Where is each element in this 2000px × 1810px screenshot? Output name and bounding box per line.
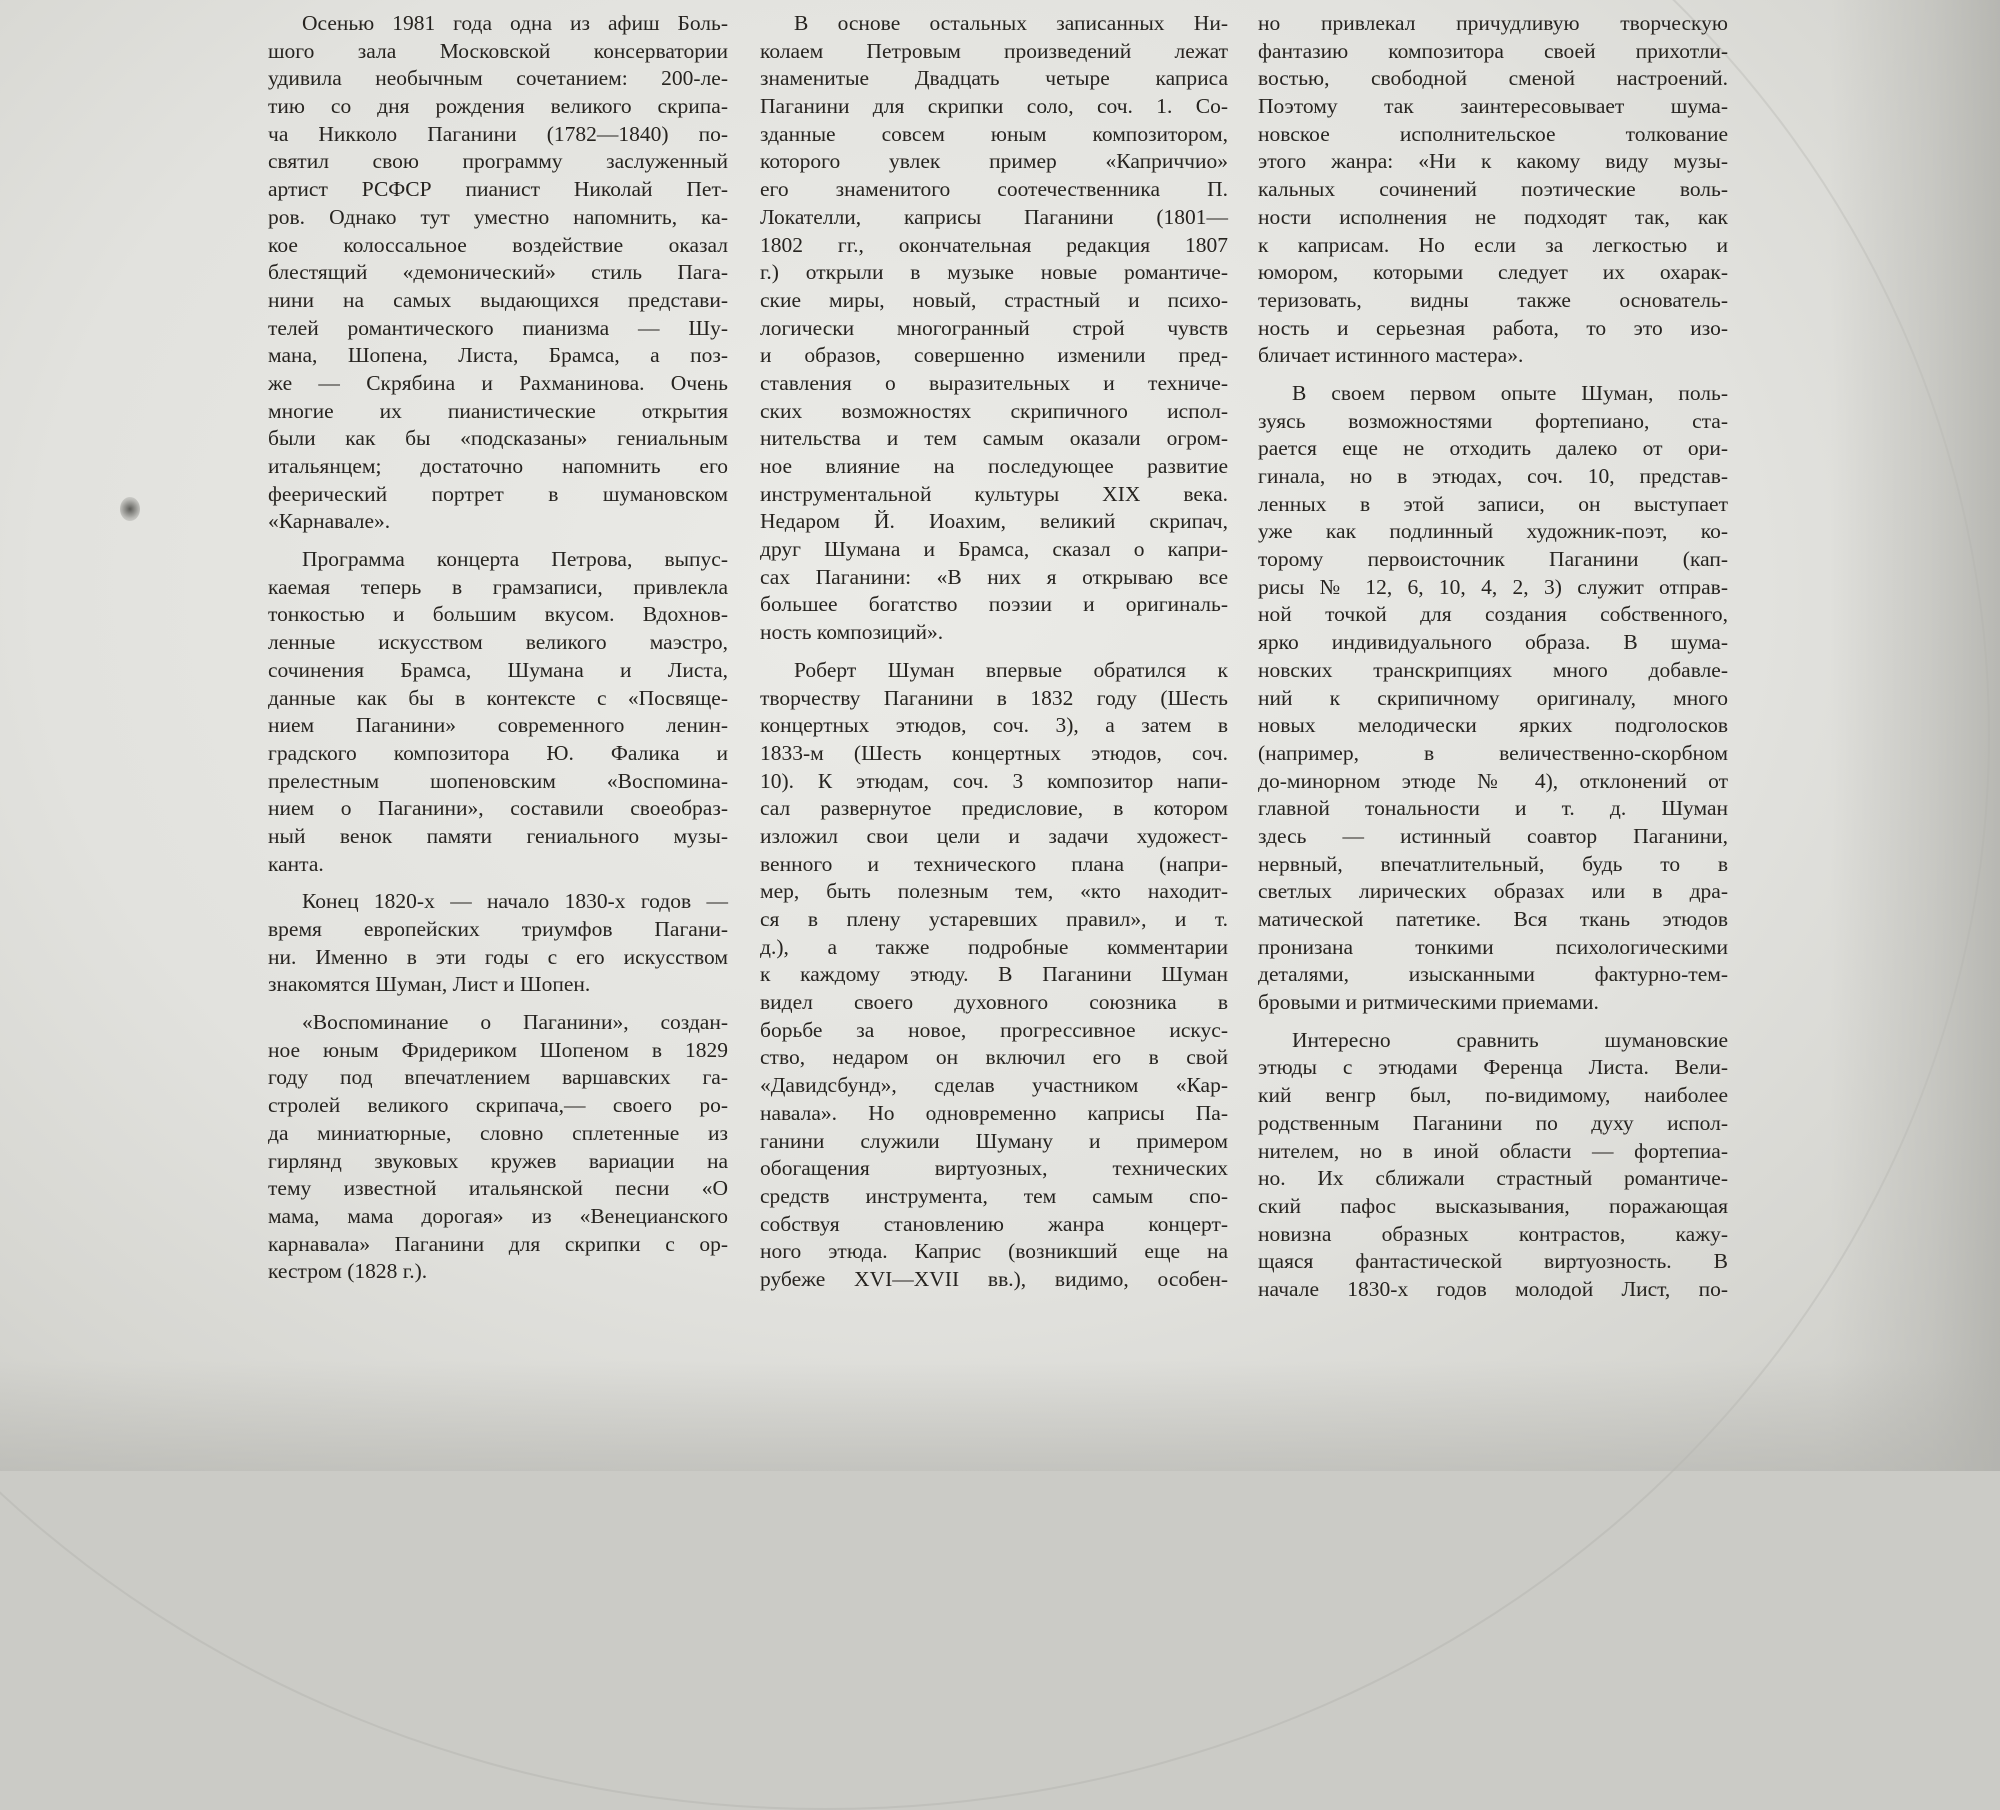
text-line: уже как подлинный художник-поэт, ко- xyxy=(1258,519,1728,544)
text-line: ров. Однако тут уместно напомнить, ка- xyxy=(268,204,728,229)
text-line: стролей великого скрипача,— своего ро- xyxy=(268,1093,728,1118)
text-line: колаем Петровым произведений лежат xyxy=(760,38,1228,63)
paragraph xyxy=(268,546,728,878)
text-column-3 xyxy=(1258,10,1728,1304)
text-line: «Давидсбунд», сделав участником «Кар- xyxy=(760,1073,1228,1098)
text-line: Недаром Й. Иоахим, великий скрипач, xyxy=(760,509,1228,534)
text-line: знаменитые Двадцать четыре каприса xyxy=(760,66,1228,91)
text-line: новизна образных контрастов, кажу- xyxy=(1258,1221,1728,1246)
text-line: логически многогранный строй чувств xyxy=(760,315,1228,340)
text-line: нини на самых выдающихся представи- xyxy=(268,287,728,312)
text-line: ство, недаром он включил его в свой xyxy=(760,1045,1228,1070)
text-line: Конец 1820-х — начало 1830-х годов — xyxy=(302,889,728,914)
text-line: тему известной итальянской песни «О xyxy=(268,1176,728,1201)
text-line: светлых лирических образах или в дра- xyxy=(1258,879,1728,904)
text-line: сах Паганини: «В них я открываю все xyxy=(760,564,1228,589)
text-line: Паганини для скрипки соло, соч. 1. Со- xyxy=(760,94,1228,119)
text-line: нителем, но в иной области — фортепиа- xyxy=(1258,1138,1728,1163)
text-line: инструментальной культуры XIX века. xyxy=(760,481,1228,506)
text-line: фантазию композитора своей прихотли- xyxy=(1258,38,1728,63)
text-line: тонкостью и большим вкусом. Вдохнов- xyxy=(268,602,728,627)
text-line: каемая теперь в грамзаписи, привлекла xyxy=(268,574,728,599)
text-line: г.) открыли в музыке новые романтиче- xyxy=(760,260,1228,285)
text-line: этюды с этюдами Ференца Листа. Вели- xyxy=(1258,1055,1728,1080)
text-line: В своем первом опыте Шуман, поль- xyxy=(1292,380,1728,405)
paragraph-gap xyxy=(268,878,728,888)
text-line: артист РСФСР пианист Николай Пет- xyxy=(268,177,728,202)
text-line: тию со дня рождения великого скрипа- xyxy=(268,94,728,119)
text-line: ленные искусством великого маэстро, xyxy=(268,630,728,655)
text-line: ленных в этой записи, он выступает xyxy=(1258,491,1728,516)
text-line: ности исполнения не подходят так, как xyxy=(1258,204,1728,229)
text-line: сочинения Брамса, Шумана и Листа, xyxy=(268,657,728,682)
text-line: собствуя становлению жанра концерт- xyxy=(760,1211,1228,1236)
text-line: зуясь возможностями фортепиано, ста- xyxy=(1258,408,1728,433)
text-line: (например, в величественно-скорбном xyxy=(1258,740,1728,765)
paragraph-gap xyxy=(1258,370,1728,380)
paragraph-gap xyxy=(268,999,728,1009)
text-line: году под впечатлением варшавских га- xyxy=(268,1065,728,1090)
text-line: щаяся фантастической виртуозность. В xyxy=(1258,1249,1728,1274)
text-line: ярко индивидуального образа. В шума- xyxy=(1258,630,1728,655)
text-line: прелестным шопеновским «Воспомина- xyxy=(268,768,728,793)
text-line: телей романтического пианизма — Шу- xyxy=(268,315,728,340)
text-line: здесь — истинный соавтор Паганини, xyxy=(1258,823,1728,848)
text-line: венного и технического плана (напри- xyxy=(760,851,1228,876)
text-line: видел своего духовного союзника в xyxy=(760,990,1228,1015)
text-line: друг Шумана и Брамса, сказал о капри- xyxy=(760,537,1228,562)
text-line: да миниатюрные, словно сплетенные из xyxy=(268,1120,728,1145)
text-line: 1833-м (Шесть концертных этюдов, соч. xyxy=(760,740,1228,765)
text-line: 1802 гг., окончательная редакция 1807 xyxy=(760,232,1228,257)
text-line: нительства и тем самым оказали огром- xyxy=(760,426,1228,451)
text-line: ни. Именно в эти годы с его искусством xyxy=(268,944,728,969)
text-line: но привлекал причудливую творческую xyxy=(1258,11,1728,35)
text-line: рубеже XVI—XVII вв.), видимо, особен- xyxy=(760,1266,1228,1291)
text-line: «Воспоминание о Паганини», создан- xyxy=(302,1010,728,1035)
text-line: Осенью 1981 года одна из афиш Боль- xyxy=(302,11,728,35)
ink-spot xyxy=(120,497,140,521)
text-line: ся в плену устаревших правил», и т. xyxy=(760,907,1228,931)
text-line: ный венок памяти гениального музы- xyxy=(268,823,728,848)
page-edge-shadow xyxy=(1830,0,2000,1471)
text-line: навала». Но одновременно каприсы Па- xyxy=(760,1100,1228,1125)
text-line: новых мелодически ярких подголосков xyxy=(1258,713,1728,738)
text-line: канта. xyxy=(268,851,324,876)
text-column-1 xyxy=(268,10,728,1286)
text-line: к каприсам. Но если за легкостью и xyxy=(1258,232,1728,257)
text-line: начале 1830-х годов молодой Лист, по- xyxy=(1258,1276,1728,1301)
text-line: рисы № 12, 6, 10, 4, 2, 3) служит отправ- xyxy=(1258,574,1728,599)
text-line: были как бы «подсказаны» гениальным xyxy=(268,426,728,451)
text-line: ное влияние на последующее развитие xyxy=(760,454,1228,478)
text-line: мана, Шопена, Листа, Брамса, а поз- xyxy=(268,343,728,368)
text-line: кальных сочинений поэтические воль- xyxy=(1258,177,1728,202)
text-line: сал развернутое предисловие, в котором xyxy=(760,796,1228,821)
text-line: нием Паганини» современного ленин- xyxy=(268,713,728,738)
text-line: бровыми и ритмическими приемами. xyxy=(1258,990,1599,1015)
text-line: нервный, впечатлительный, будь то в xyxy=(1258,851,1728,876)
text-line: ский пафос высказывания, поражающая xyxy=(1258,1193,1728,1218)
text-line: бличает истинного мастера». xyxy=(1258,343,1524,368)
text-line: ча Никколо Паганини (1782—1840) по- xyxy=(268,121,728,146)
text-line: творчеству Паганини в 1832 году (Шесть xyxy=(760,685,1228,710)
text-line: матической патетике. Вся ткань этюдов xyxy=(1258,907,1728,931)
text-line: нием о Паганини», составили своеобраз- xyxy=(268,796,728,821)
text-line: Локателли, каприсы Паганини (1801— xyxy=(760,204,1228,229)
text-line: время европейских триумфов Пагани- xyxy=(268,917,728,941)
text-line: изложил свои цели и задачи художест- xyxy=(760,823,1228,848)
text-line: В основе остальных записанных Ни- xyxy=(794,11,1228,35)
text-line: ставления о выразительных и техниче- xyxy=(760,370,1228,395)
text-line: и образов, совершенно изменили пред- xyxy=(760,343,1228,368)
paragraph-gap xyxy=(1258,1017,1728,1027)
text-line: его знаменитого соотечественника П. xyxy=(760,177,1228,202)
text-line: шого зала Московской консерватории xyxy=(268,38,728,63)
paragraph-gap xyxy=(760,647,1228,657)
text-line: блестящий «демонический» стиль Пага- xyxy=(268,260,728,285)
text-line: ские миры, новый, страстный и психо- xyxy=(760,287,1228,312)
text-line: ной точкой для создания собственного, xyxy=(1258,602,1728,627)
text-line: гинала, но в этюдах, соч. 10, представ- xyxy=(1258,464,1728,488)
text-line: знакомятся Шуман, Лист и Шопен. xyxy=(268,972,591,997)
text-line: д.), а также подробные комментарии xyxy=(760,934,1228,959)
paragraph xyxy=(268,10,728,536)
text-line: деталями, изысканными фактурно-тем- xyxy=(1258,962,1728,987)
text-line: итальянцем; достаточно напомнить его xyxy=(268,454,728,478)
text-line: пронизана тонкими психологическими xyxy=(1258,934,1728,959)
text-column-2 xyxy=(760,10,1228,1294)
text-line: удивила необычным сочетанием: 200-ле- xyxy=(268,66,728,91)
text-line: ность и серьезная работа, то это изо- xyxy=(1258,315,1728,340)
text-line: к каждому этюду. В Паганини Шуман xyxy=(760,962,1228,987)
text-line: новское исполнительское толкование xyxy=(1258,121,1728,146)
text-line: средств инструмента, тем самым спо- xyxy=(760,1183,1228,1208)
text-line: главной тональности и т. д. Шуман xyxy=(1258,796,1728,821)
text-line: большее богатство поэзии и оригиналь- xyxy=(760,592,1228,617)
text-line: новских транскрипциях много добавле- xyxy=(1258,657,1728,682)
text-line: кестром (1828 г.). xyxy=(268,1259,428,1284)
text-line: кий венгр был, по-видимому, наиболее xyxy=(1258,1083,1728,1108)
text-line: ганини служили Шуману и примером xyxy=(760,1128,1228,1153)
text-line: которого увлек пример «Каприччио» xyxy=(760,149,1228,174)
text-line: данные как бы в контексте с «Посвяще- xyxy=(268,685,728,710)
paragraph xyxy=(760,657,1228,1294)
text-line: теризовать, видны также основатель- xyxy=(1258,287,1728,312)
text-line: многие их пианистические открытия xyxy=(268,398,728,423)
page-bottom-shadow xyxy=(0,1360,2000,1471)
text-line: родственным Паганини по духу испол- xyxy=(1258,1110,1728,1135)
text-line: кое колоссальное воздействие оказал xyxy=(268,232,728,257)
paragraph xyxy=(268,888,728,999)
text-line: обогащения виртуозных, технических xyxy=(760,1156,1228,1181)
text-line: до-минорном этюде № 4), отклонений от xyxy=(1258,768,1728,793)
text-line: юмором, которыми следует их охарак- xyxy=(1258,260,1728,285)
text-line: карнавала» Паганини для скрипки с ор- xyxy=(268,1231,728,1256)
paragraph xyxy=(1258,380,1728,1017)
text-line: этого жанра: «Ни к какому виду музы- xyxy=(1258,149,1728,174)
text-line: ного этюда. Каприс (возникший еще на xyxy=(760,1239,1228,1264)
text-line: востью, свободной сменой настроений. xyxy=(1258,66,1728,91)
text-line: мама, мама дорогая» из «Венецианского xyxy=(268,1203,728,1228)
text-line: градского композитора Ю. Фалика и xyxy=(268,740,728,765)
text-line: концертных этюдов, соч. 3), а затем в xyxy=(760,713,1228,738)
paragraph xyxy=(760,10,1228,647)
text-line: Роберт Шуман впервые обратился к xyxy=(794,657,1228,682)
paragraph-gap xyxy=(268,536,728,546)
text-line: зданные совсем юным композитором, xyxy=(760,121,1228,146)
text-line: рается еще не отходить далеко от ори- xyxy=(1258,436,1728,461)
text-line: святил свою программу заслуженный xyxy=(268,149,728,174)
text-line: «Карнавале». xyxy=(268,509,391,534)
text-line: ность композиций». xyxy=(760,620,944,645)
text-line: Поэтому так заинтересовывает шума- xyxy=(1258,94,1728,119)
text-line: гирлянд звуковых кружев вариации на xyxy=(268,1148,728,1173)
text-line: ное юным Фридериком Шопеном в 1829 xyxy=(268,1037,728,1062)
text-line: борьбе за новое, прогрессивное искус- xyxy=(760,1017,1228,1042)
paragraph xyxy=(268,1009,728,1286)
text-line: феерический портрет в шумановском xyxy=(268,481,728,506)
text-line: но. Их сближали страстный романтиче- xyxy=(1258,1166,1728,1191)
text-line: Программа концерта Петрова, выпус- xyxy=(302,547,728,572)
text-line: же — Скрябина и Рахманинова. Очень xyxy=(268,370,728,395)
text-line: ских возможностях скрипичного испол- xyxy=(760,398,1228,423)
paragraph xyxy=(1258,1027,1728,1304)
text-line: Интересно сравнить шумановские xyxy=(1292,1027,1728,1052)
text-line: мер, быть полезным тем, «кто находит- xyxy=(760,879,1228,904)
text-line: ний к скрипичному оригиналу, много xyxy=(1258,685,1728,710)
text-line: торому первоисточник Паганини (кап- xyxy=(1258,547,1728,572)
text-line: 10). К этюдам, соч. 3 композитор напи- xyxy=(760,768,1228,793)
paragraph xyxy=(1258,10,1728,370)
